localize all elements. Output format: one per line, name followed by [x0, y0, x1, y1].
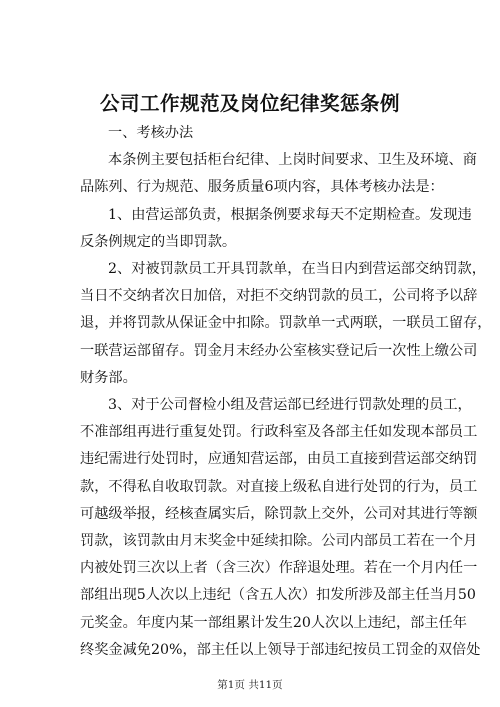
- paragraph-line: 当日不交纳者次日加倍，对拒不交纳罚款的员工，公司将予以辞: [80, 288, 478, 305]
- paragraph-line: 2、对被罚款员工开具罚款单，在当日内到营运部交纳罚款，: [108, 261, 486, 278]
- section-heading: 一、考核办法: [108, 125, 194, 141]
- document-body: [80, 120, 492, 664]
- paragraph-line: 部组出现5人次以上违纪（含五人次）扣发所涉及部主任当月50: [80, 587, 476, 604]
- page-number-footer: 第1页 共11页: [217, 679, 283, 691]
- paragraph-line: 款，不得私自收取罚款。对直接上级私自进行处罚的行为，员工: [80, 478, 478, 495]
- paragraph-line: 3、对于公司督检小组及营运部已经进行罚款处理的员工，: [108, 397, 472, 414]
- paragraph-line: 品陈列、行为规范、服务质量6项内容，具体考核办法是：: [80, 179, 444, 196]
- paragraph-line: 罚款，该罚款由月末奖金中延续扣除。公司内部员工若在一个月: [80, 533, 478, 550]
- paragraph-line: 退，并将罚款从保证金中扣除。罚款单一式两联，一联员工留存，: [80, 315, 492, 332]
- paragraph-line: 可越级举报，经核查属实后，除罚款上交外，公司对其进行等额: [80, 505, 478, 522]
- paragraph-line: 内被处罚三次以上者（含三次）作辞退处理。若在一个月内任一: [80, 560, 478, 577]
- paragraph-line: 元奖金。年度内某一部组累计发生20人次以上违纪，部主任年: [80, 614, 467, 631]
- paragraph-line: 财务部。: [80, 369, 137, 386]
- paragraph-line: 违纪需进行处罚时，应通知营运部，由员工直接到营运部交纳罚: [80, 451, 478, 468]
- paragraph-line: 不准部组再进行重复处罚。行政科室及各部主任如发现本部员工: [80, 424, 478, 441]
- paragraph-line: 一联营运部留存。罚金月末经办公室核实登记后一次性上缴公司: [80, 342, 478, 359]
- paragraph-line: 终奖金减免20%，部主任以上领导于部违纪按员工罚金的双倍处: [80, 641, 481, 658]
- document-title: 公司工作规范及岗位纪律奖惩条例: [99, 92, 400, 115]
- paragraph-line: 反条例规定的当即罚款。: [80, 233, 237, 250]
- paragraph-line: 1、由营运部负责，根据条例要求每天不定期检查。发现违: [108, 206, 472, 223]
- paragraph-line: 本条例主要包括柜台纪律、上岗时间要求、卫生及环境、商: [108, 152, 477, 169]
